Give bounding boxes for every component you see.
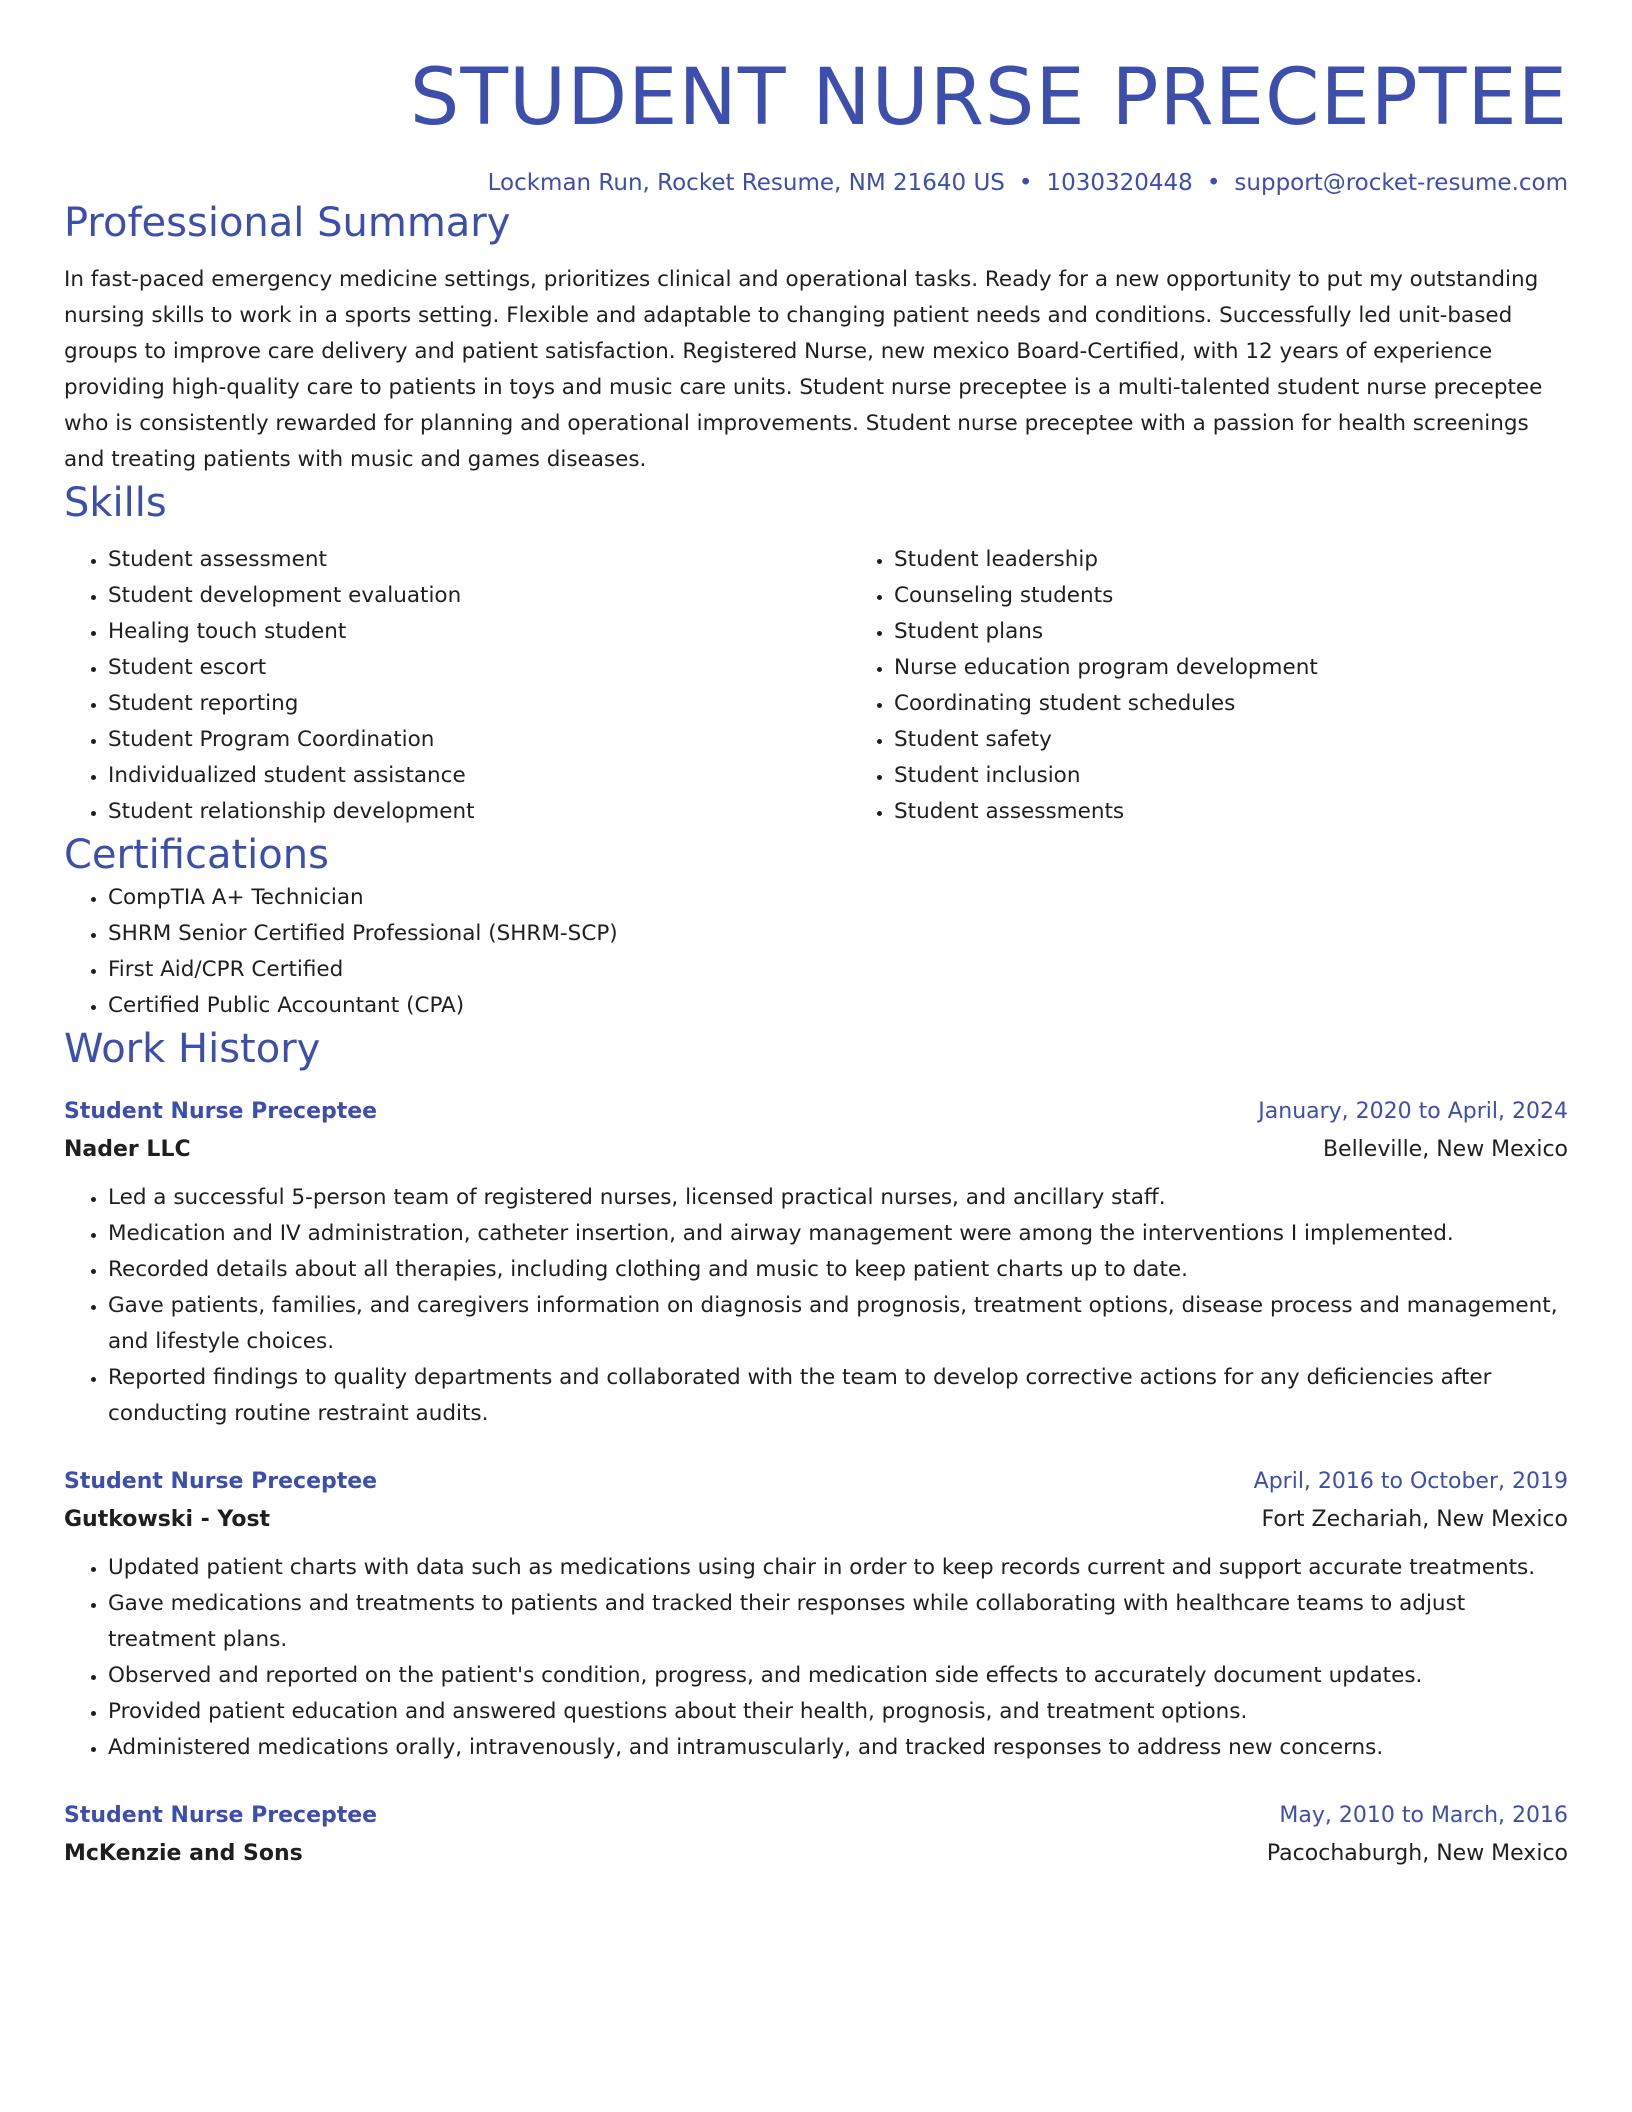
skill-item: • Student plans <box>894 614 1632 650</box>
job-company-row <box>64 1130 1568 1170</box>
skill-item: • Student reporting <box>108 686 850 722</box>
job-bullets <box>64 1180 1568 1432</box>
job-company: Nader LLC <box>64 1137 191 1162</box>
job-company: McKenzie and Sons <box>64 1841 303 1866</box>
job-bullet: • Gave medications and treatments to patients and tracked their responses while collaborating with healthcare teams to adjust treatment plans. <box>108 1586 1568 1658</box>
job-title-row <box>64 1094 1568 1130</box>
job-location: Belleville, New Mexico <box>1322 1137 1568 1162</box>
certification-item: • SHRM Senior Certified Professional (SHRM-SCP) <box>108 916 1568 952</box>
job-dates: April, 2016 to October, 2019 <box>1253 1469 1568 1494</box>
job-title: Student Nurse Preceptee <box>64 1469 378 1494</box>
skill-item: • Student assessments <box>894 794 1632 830</box>
summary-heading: Professional Summary <box>64 200 511 246</box>
skill-item: • Student leadership <box>894 542 1632 578</box>
job-title: Student Nurse Preceptee <box>64 1099 378 1124</box>
job-entry <box>64 1798 1568 1874</box>
job-title-row <box>64 1464 1568 1500</box>
candidate-name: STUDENT NURSE PRECEPTEE <box>409 53 1568 143</box>
contact-line <box>64 168 1568 198</box>
job-bullet: • Gave patients, families, and caregivers information on diagnosis and prognosis, treatment options, disease process and management, and lifestyle choices. <box>108 1288 1568 1360</box>
job-dates: January, 2020 to April, 2024 <box>1258 1099 1568 1124</box>
job-location: Pacochaburgh, New Mexico <box>1266 1841 1568 1866</box>
skill-item: • Counseling students <box>894 578 1632 614</box>
job-company-row <box>64 1834 1568 1874</box>
contact-separator: • <box>1206 170 1221 196</box>
job-entry <box>64 1464 1568 1766</box>
skills-list-right <box>850 542 1632 830</box>
job-bullet: • Medication and IV administration, catheter insertion, and airway management were among the interventions I implemented. <box>108 1216 1568 1252</box>
job-bullet: • Administered medications orally, intravenously, and intramuscularly, and tracked responses to address new concerns. <box>108 1730 1568 1766</box>
skill-item: • Individualized student assistance <box>108 758 850 794</box>
skill-item: • Healing touch student <box>108 614 850 650</box>
job-bullet: • Updated patient charts with data such as medications using chair in order to keep records current and support accurate treatments. <box>108 1550 1568 1586</box>
certification-item: • Certified Public Accountant (CPA) <box>108 988 1568 1024</box>
skill-item: • Student inclusion <box>894 758 1632 794</box>
skill-item: • Nurse education program development <box>894 650 1632 686</box>
job-bullet: • Led a successful 5-person team of registered nurses, licensed practical nurses, and ancillary staff. <box>108 1180 1568 1216</box>
skill-item: • Student relationship development <box>108 794 850 830</box>
summary-text: In fast-paced emergency medicine settings, prioritizes clinical and operational tasks. Ready for a new opportunity to put my outstanding nursing skills to work in a sports setting. Flexible and adaptable to changing patient needs and conditions. Successfully led unit-based groups to improve care delivery and patient satisfaction. Registered Nurse, new mexico Board-Certified, with 12 years of experience providing high-quality care to patients in toys and music care units. Student nurse preceptee is a multi-talented student nurse preceptee who is consistently rewarded for planning and operational improvements. Student nurse preceptee with a passion for health screenings and treating patients with music and games diseases. <box>64 267 1543 472</box>
job-entry <box>64 1094 1568 1432</box>
skill-item: • Student escort <box>108 650 850 686</box>
job-location: Fort Zechariah, New Mexico <box>1261 1507 1568 1532</box>
skill-item: • Student Program Coordination <box>108 722 850 758</box>
certifications-list <box>64 880 1568 1024</box>
job-title: Student Nurse Preceptee <box>64 1803 378 1828</box>
resume-page <box>64 0 1568 1874</box>
job-title-row <box>64 1798 1568 1834</box>
job-company: Gutkowski - Yost <box>64 1507 271 1532</box>
skills-columns <box>64 542 1568 830</box>
certification-item: • First Aid/CPR Certified <box>108 952 1568 988</box>
certifications-heading: Certifications <box>64 832 329 878</box>
skill-item: • Student development evaluation <box>108 578 850 614</box>
job-bullet: • Provided patient education and answered questions about their health, prognosis, and treatment options. <box>108 1694 1568 1730</box>
skills-list-left <box>64 542 850 830</box>
job-bullet: • Recorded details about all therapies, including clothing and music to keep patient charts up to date. <box>108 1252 1568 1288</box>
job-bullet: • Reported findings to quality departments and collaborated with the team to develop corrective actions for any deficiencies after conducting routine restraint audits. <box>108 1360 1568 1432</box>
work-history-heading: Work History <box>64 1026 321 1072</box>
contact-email: support@rocket-resume.com <box>1234 170 1568 196</box>
skill-item: • Student assessment <box>108 542 850 578</box>
job-bullets <box>64 1550 1568 1766</box>
contact-address: Lockman Run, Rocket Resume, NM 21640 US <box>487 170 1005 196</box>
job-bullet: • Observed and reported on the patient's condition, progress, and medication side effects to accurately document updates. <box>108 1658 1568 1694</box>
skill-item: • Coordinating student schedules <box>894 686 1632 722</box>
job-company-row <box>64 1500 1568 1540</box>
skill-item: • Student safety <box>894 722 1632 758</box>
contact-separator: • <box>1018 170 1033 196</box>
certification-item: • CompTIA A+ Technician <box>108 880 1568 916</box>
contact-phone: 1030320448 <box>1046 170 1193 196</box>
job-dates: May, 2010 to March, 2016 <box>1279 1803 1568 1828</box>
skills-heading: Skills <box>64 480 167 526</box>
resume-header <box>64 0 1568 198</box>
